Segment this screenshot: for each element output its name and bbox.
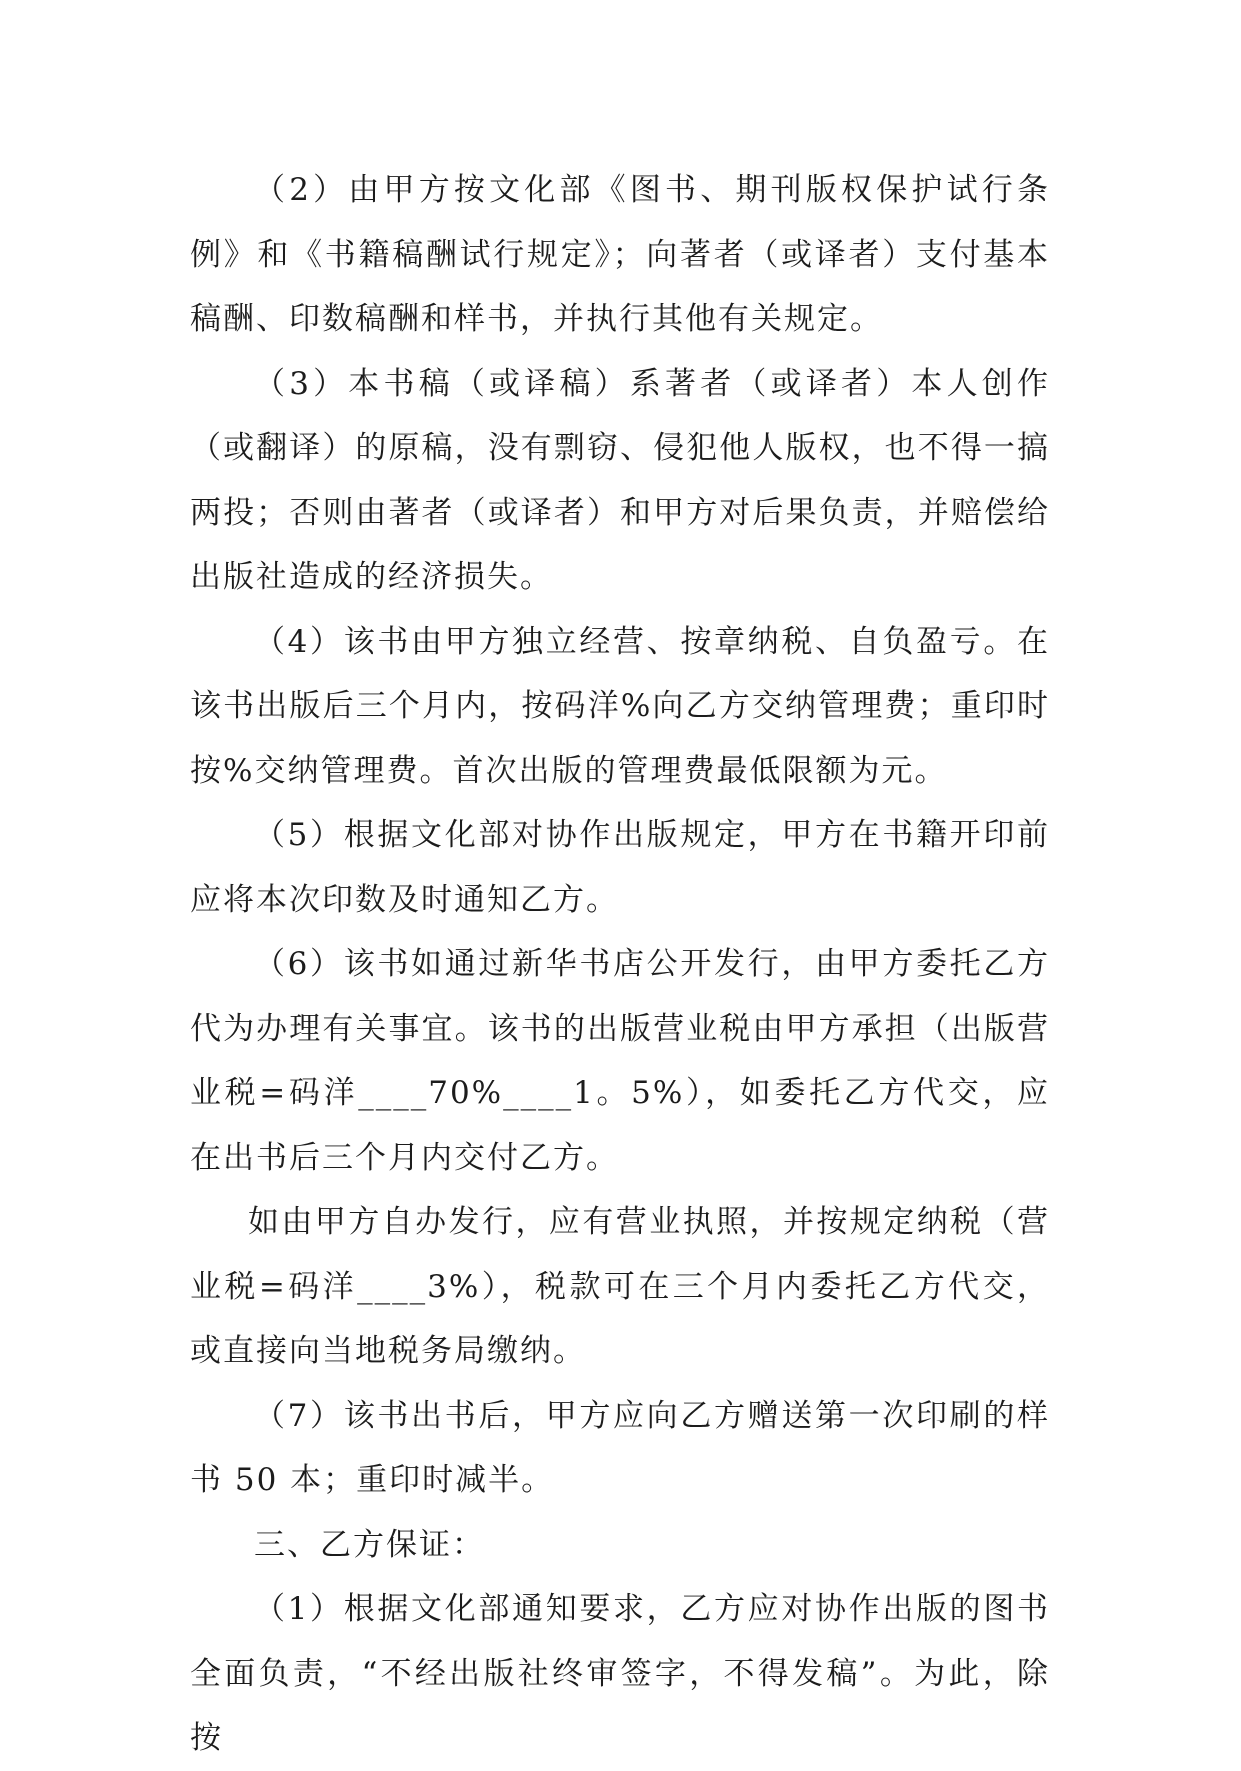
section-3-heading: 三、乙方保证： <box>254 1526 485 1563</box>
clause-5-paragraph: （5）根据文化部对协作出版规定，甲方在书籍开印前应将本次印数及时通知乙方。 <box>190 817 1050 918</box>
clause-4-paragraph: （4）该书由甲方独立经营、按章纳税、自负盈亏。在该书出版后三个月内，按码洋%向乙方交纳管理费；重印时按%交纳管理费。首次出版的管理费最低限额为元。 <box>190 623 1050 789</box>
document-body <box>190 158 1050 1771</box>
section-3-clause-1-paragraph: （1）根据文化部通知要求，乙方应对协作出版的图书全面负责，“不经出版社终审签字，不得发稿”。为此，除按 <box>190 1591 1050 1756</box>
clause-7-paragraph: （7）该书出书后，甲方应向乙方赠送第一次印刷的样书 50 本；重印时减半。 <box>190 1397 1050 1498</box>
clause-6-paragraph: （6）该书如通过新华书店公开发行，由甲方委托乙方代为办理有关事宜。该书的出版营业税由甲方承担（出版营业税=码洋____70%____1。5%），如委托乙方代交，应在出书后三个月内交付乙方。 <box>190 946 1050 1176</box>
self-distribution-paragraph: 如由甲方自办发行，应有营业执照，并按规定纳税（营业税=码洋____3%），税款可在三个月内委托乙方代交，或直接向当地税务局缴纳。 <box>190 1204 1050 1369</box>
clause-2-paragraph: （2）由甲方按文化部《图书、期刊版权保护试行条例》和《书籍稿酬试行规定》；向著者（或译者）支付基本稿酬、印数稿酬和样书，并执行其他有关规定。 <box>190 172 1050 337</box>
clause-3-paragraph: （3）本书稿（或译稿）系著者（或译者）本人创作（或翻译）的原稿，没有剽窃、侵犯他人版权，也不得一搞两投；否则由著者（或译者）和甲方对后果负责，并赔偿给出版社造成的经济损失。 <box>190 365 1050 595</box>
